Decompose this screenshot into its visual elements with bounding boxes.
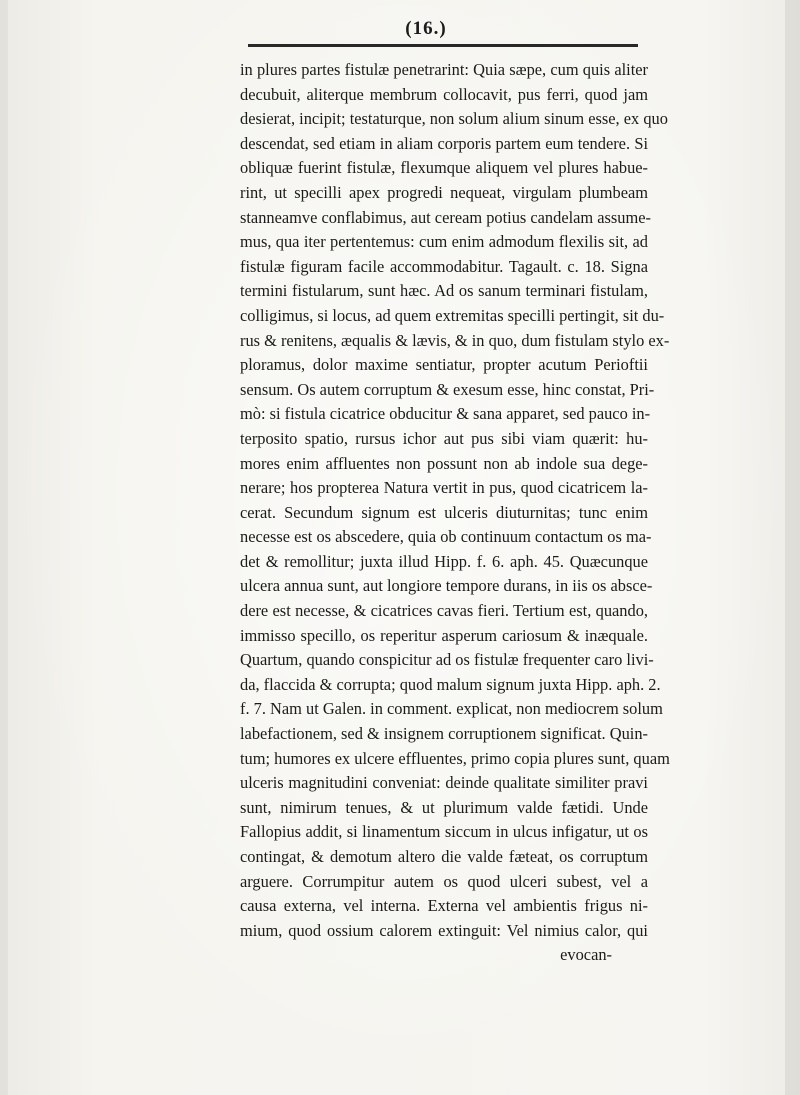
text-line: colligimus, si locus, ad quem extremitas specilli pertingit, sit du- xyxy=(240,305,665,325)
text-line: stanneamve conflabimus, aut ceream potius candelam assume- xyxy=(240,207,651,227)
text-line: desierat, incipit; testaturque, non solum alium sinum esse, ex quo xyxy=(240,109,668,129)
text-line: da, flaccida & corrupta; quod malum signum juxta Hipp. aph. 2. xyxy=(240,674,661,694)
text-line: f. 7. Nam ut Galen. in comment. explicat, non mediocrem solum xyxy=(240,699,663,719)
text-line: dere est necesse, & cicatrices cavas fieri. Tertium est, quando, xyxy=(240,601,648,621)
text-line: rus & renitens, æqualis & lævis, & in quo, dum fistulam stylo ex- xyxy=(240,330,670,350)
text-line: necesse est os abscedere, quia ob continuum contactum os ma- xyxy=(240,527,652,547)
text-line: ploramus, dolor maxime sentiatur, propter acutum Perioftii xyxy=(240,355,648,375)
text-line: labefactionem, sed & insignem corruptionem significat. Quin- xyxy=(240,724,648,744)
body-text xyxy=(240,58,670,968)
text-line: cerat. Secundum signum est ulceris diuturnitas; tunc enim xyxy=(240,502,648,522)
page-edge-shadow xyxy=(785,0,800,1095)
text-line: evocan- xyxy=(560,945,612,965)
text-line: obliquæ fuerint fistulæ, flexumque aliquem vel plures habue- xyxy=(240,158,648,178)
text-line: nerare; hos propterea Natura vertit in pus, quod cicatricem la- xyxy=(240,478,648,498)
text-line: causa externa, vel interna. Externa vel ambientis frigus ni- xyxy=(240,896,648,916)
text-line: Quartum, quando conspicitur ad os fistulæ frequenter caro livi- xyxy=(240,650,654,670)
page-header xyxy=(0,10,800,50)
text-line: rint, ut specilli apex progredi nequeat, virgulam plumbeam xyxy=(240,182,648,202)
page-edge-shadow-left xyxy=(0,0,8,1095)
text-line: arguere. Corrumpitur autem os quod ulceri subest, vel a xyxy=(240,871,648,891)
text-line: fistulæ figuram facile accommodabitur. Tagault. c. 18. Signa xyxy=(240,256,648,276)
text-line: terposito spatio, rursus ichor aut pus sibi viam quærit: hu- xyxy=(240,428,648,448)
text-line: decubuit, aliterque membrum collocavit, pus ferri, quod jam xyxy=(240,84,648,104)
text-line: immisso specillo, os reperitur asperum cariosum & inæquale. xyxy=(240,625,648,645)
text-line: ulceris magnitudini conveniat: deinde qualitate similiter pravi xyxy=(240,773,648,793)
text-line: mus, qua iter pertentemus: cum enim admodum flexilis sit, ad xyxy=(240,232,648,252)
text-line: in plures partes fistulæ penetrarint: Quia sæpe, cum quis aliter xyxy=(240,60,648,79)
text-line: tum; humores ex ulcere effluentes, primo copia plures sunt, quam xyxy=(240,748,670,768)
text-line: mores enim affluentes non possunt non ab indole sua dege- xyxy=(240,453,648,473)
text-line: det & remollitur; juxta illud Hipp. f. 6. aph. 45. Quæcunque xyxy=(240,551,648,571)
text-line: termini fistularum, sunt hæc. Ad os sanum terminari fistulam, xyxy=(240,281,648,301)
text-line: Fallopius addit, si linamentum siccum in ulcus infigatur, ut os xyxy=(240,822,648,842)
header-rule xyxy=(248,44,638,47)
text-line: descendat, sed etiam in aliam corporis partem eum tendere. Si xyxy=(240,133,648,153)
text-line: mò: si fistula cicatrice obducitur & sana apparet, sed pauco in- xyxy=(240,404,651,424)
text-line: mium, quod ossium calorem extinguit: Vel nimius calor, qui xyxy=(240,920,648,940)
text-line: ulcera annua sunt, aut longiore tempore durans, in iis os absce- xyxy=(240,576,653,596)
page-number: (16.) xyxy=(405,18,447,39)
text-line: sensum. Os autem corruptum & exesum esse, hinc constat, Pri- xyxy=(240,379,655,399)
text-line: sunt, nimirum tenues, & ut plurimum valde fætidi. Unde xyxy=(240,797,648,817)
text-line: contingat, & demotum altero die valde fæteat, os corruptum xyxy=(240,847,648,866)
